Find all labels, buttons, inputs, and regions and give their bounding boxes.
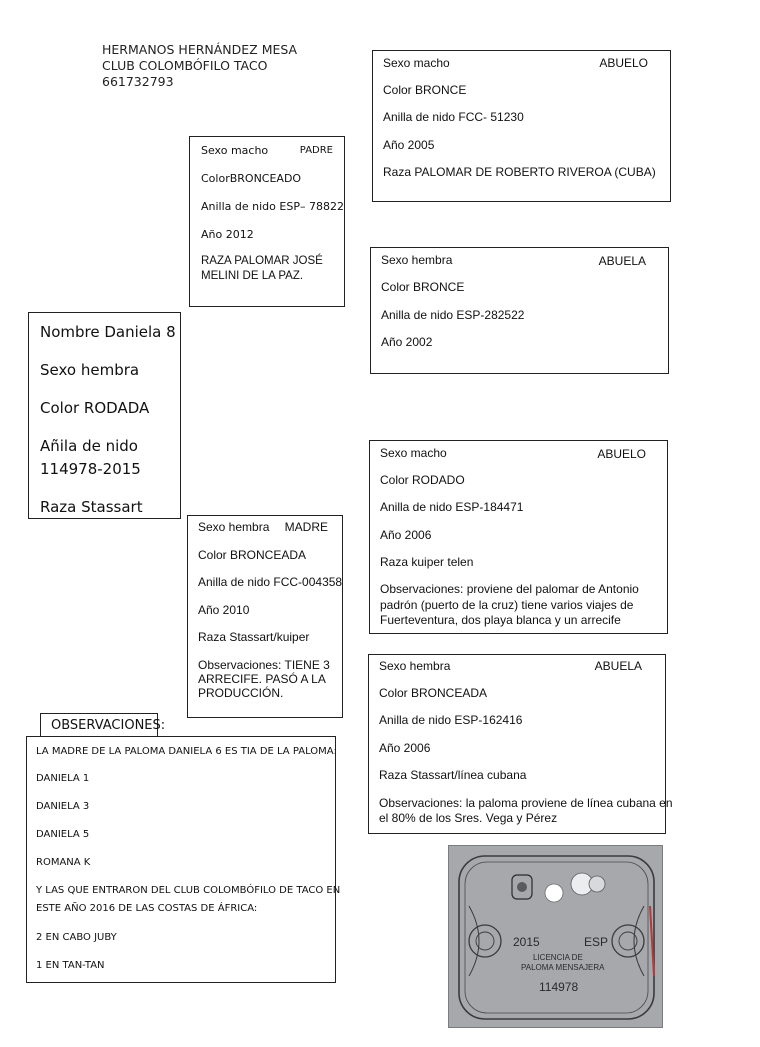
licencia-title-1: LICENCIA DE xyxy=(533,953,583,962)
right-scroll-ornament xyxy=(612,925,644,957)
abuelo-materno-sexo: Sexo macho xyxy=(380,446,447,460)
madre-raza: Raza Stassart/kuiper xyxy=(198,630,310,644)
abuelo-paterno-raza: Raza PALOMAR DE ROBERTO RIVEROA (CUBA) xyxy=(383,165,656,179)
obs-line: 1 EN TAN-TAN xyxy=(36,960,105,971)
phone-number: 661732793 xyxy=(102,74,174,89)
padre-raza-1: RAZA PALOMAR JOSÉ xyxy=(201,255,323,267)
obs-line: DANIELA 3 xyxy=(36,801,90,812)
madre-role: MADRE xyxy=(284,520,328,534)
abuela-materna-color: Color BRONCEADA xyxy=(379,686,488,700)
main-bird-card xyxy=(28,312,181,519)
obs-line: DANIELA 1 xyxy=(36,773,90,784)
abuela-materna-ano: Año 2006 xyxy=(379,741,431,755)
obs-line: ROMANA K xyxy=(36,857,91,868)
abuelo-materno-card xyxy=(369,440,668,634)
madre-obs-3: PRODUCCIÓN. xyxy=(198,686,284,700)
padre-color: ColorBRONCEADO xyxy=(201,172,302,185)
padre-sexo: Sexo macho xyxy=(201,144,269,157)
main-nombre: Nombre Daniela 8 xyxy=(40,323,176,341)
abuela-paterna-role: ABUELA xyxy=(598,254,646,268)
licencia-number: 114978 xyxy=(539,980,579,994)
licencia-ornament xyxy=(449,846,663,1028)
abuelo-materno-raza: Raza kuiper telen xyxy=(380,555,474,569)
abuela-paterna-ano: Año 2002 xyxy=(381,335,433,349)
padre-ano: Año 2012 xyxy=(201,228,254,241)
padre-raza-2: MELINI DE LA PAZ. xyxy=(201,270,304,282)
padre-role: PADRE xyxy=(299,145,333,156)
madre-anilla: Anilla de nido FCC-004358 xyxy=(198,575,343,589)
obs-line: 2 EN CABO JUBY xyxy=(36,932,117,943)
abuelo-paterno-card xyxy=(372,50,671,202)
madre-obs-2: ARRECIFE. PASÓ A LA xyxy=(198,672,326,686)
obs-line: Y LAS QUE ENTRARON DEL CLUB COLOMBÓFILO DE TACO EN xyxy=(36,885,341,896)
club-name: CLUB COLOMBÓFILO TACO xyxy=(102,58,268,73)
abuela-materna-sexo: Sexo hembra xyxy=(379,659,451,673)
main-anilla-num: 114978-2015 xyxy=(40,460,141,478)
abuela-materna-raza: Raza Stassart/línea cubana xyxy=(379,768,527,782)
owner-name: HERMANOS HERNÁNDEZ MESA xyxy=(102,42,298,57)
owner-header xyxy=(102,42,297,90)
abuelo-paterno-role: ABUELO xyxy=(599,56,648,70)
obs-line: LA MADRE DE LA PALOMA DANIELA 6 ES TIA DE LA PALOMA: xyxy=(36,746,337,757)
madre-ano: Año 2010 xyxy=(198,603,250,617)
observaciones-card xyxy=(26,736,341,983)
abuela-materna-obs-1: Observaciones: la paloma proviene de línea cubana en xyxy=(379,796,673,810)
abuelo-materno-obs-1: Observaciones: proviene del palomar de Antonio xyxy=(380,582,639,596)
abuelo-materno-obs-3: Fuerteventura, dos playa blanca y un arrecife xyxy=(380,613,621,627)
punch-hole xyxy=(545,884,563,902)
abuela-materna-role: ABUELA xyxy=(594,659,642,673)
padre-anilla: Anilla de nido ESP– 78822 xyxy=(201,200,344,213)
main-raza: Raza Stassart xyxy=(40,498,143,516)
abuelo-paterno-ano: Año 2005 xyxy=(383,138,435,152)
abuela-materna-card xyxy=(368,654,673,834)
madre-card xyxy=(187,515,343,718)
abuela-paterna-card xyxy=(370,247,669,374)
licencia-card xyxy=(448,845,663,1028)
abuelo-materno-obs-2: padrón (puerto de la cruz) tiene varios viajes de xyxy=(380,598,634,612)
observaciones-title: OBSERVACIONES: xyxy=(51,718,166,733)
licencia-title-2: PALOMA MENSAJERA xyxy=(521,963,605,972)
madre-obs-1: Observaciones: TIENE 3 xyxy=(198,658,330,672)
licencia-country: ESP xyxy=(584,935,609,949)
abuelo-paterno-sexo: Sexo macho xyxy=(383,56,450,70)
licencia-year: 2015 xyxy=(513,935,540,949)
abuelo-materno-role: ABUELO xyxy=(597,447,646,461)
abuelo-materno-ano: Año 2006 xyxy=(380,528,432,542)
abuela-paterna-color: Color BRONCE xyxy=(381,280,465,294)
abuela-materna-anilla: Anilla de nido ESP-162416 xyxy=(379,713,523,727)
abuelo-materno-color: Color RODADO xyxy=(380,473,465,487)
main-sexo: Sexo hembra xyxy=(40,361,140,379)
abuelo-paterno-color: Color BRONCE xyxy=(383,83,467,97)
abuelo-materno-anilla: Anilla de nido ESP-184471 xyxy=(380,500,524,514)
main-color: Color RODADA xyxy=(40,399,150,417)
abuela-materna-obs-2: el 80% de los Sres. Vega y Pérez xyxy=(379,811,558,825)
madre-sexo: Sexo hembra xyxy=(198,520,270,534)
abuela-paterna-anilla: Anilla de nido ESP-282522 xyxy=(381,308,525,322)
obs-line: ESTE AÑO 2016 DE LAS COSTAS DE ÁFRICA: xyxy=(36,903,258,914)
observaciones-title-box xyxy=(40,713,166,737)
madre-color: Color BRONCEADA xyxy=(198,548,307,562)
abuela-paterna-sexo: Sexo hembra xyxy=(381,253,453,267)
padre-card xyxy=(189,136,345,307)
abuelo-paterno-anilla: Anilla de nido FCC- 51230 xyxy=(383,110,524,124)
left-scroll-ornament xyxy=(469,925,501,957)
main-anilla: Añila de nido xyxy=(40,437,138,455)
obs-line: DANIELA 5 xyxy=(36,829,90,840)
